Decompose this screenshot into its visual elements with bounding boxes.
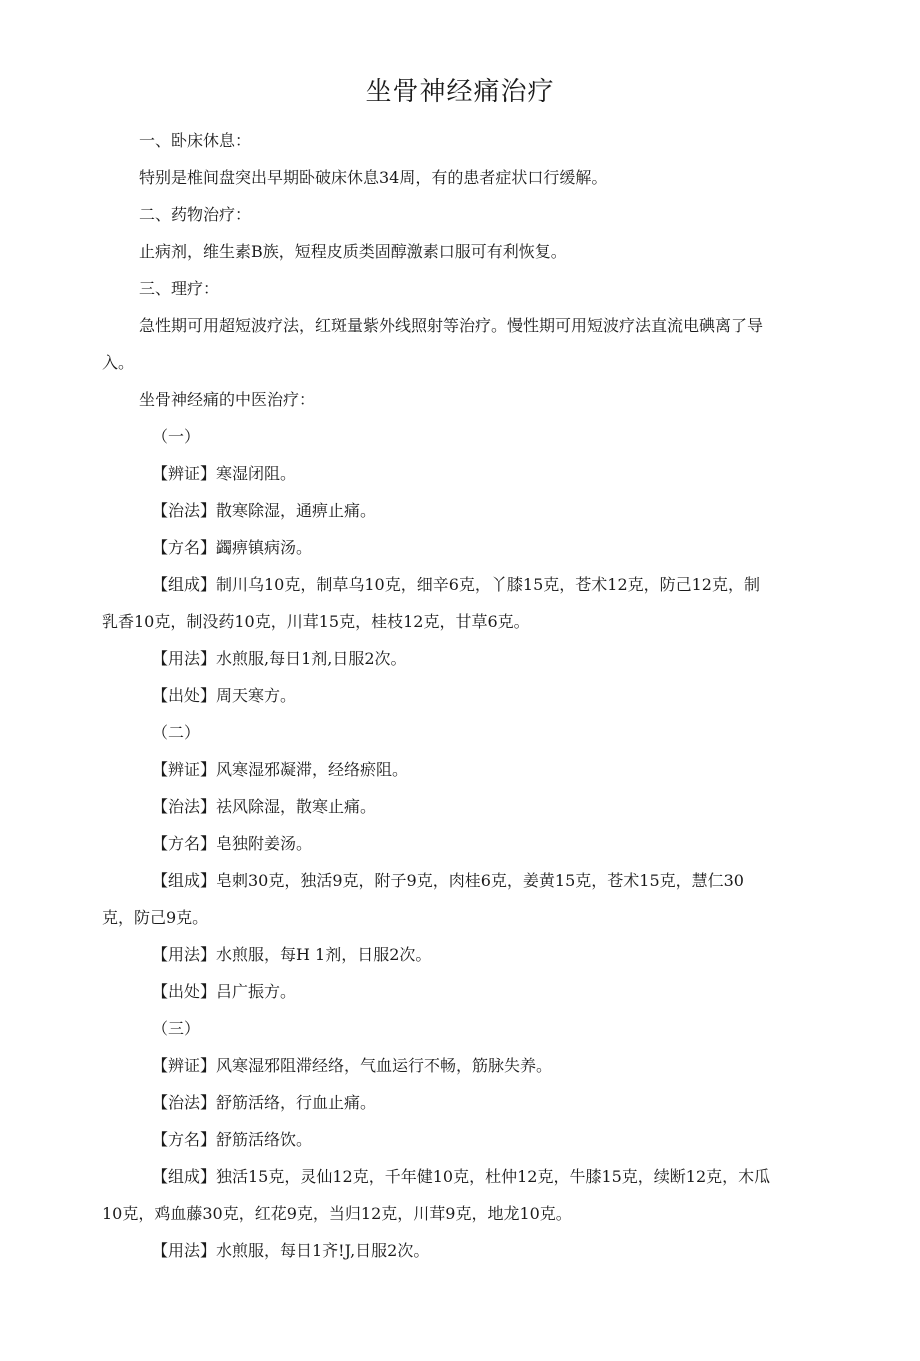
paragraph: 【组成】独活15克，灵仙12克，千年健10克，杜仲12克，牛膝15克，续断12克，木瓜10克，鸡血藤30克，红花9克，当归12克，川茸9克，地龙10克。	[102, 1167, 771, 1223]
paragraph: （三）	[152, 1019, 201, 1038]
paragraph: 【辨证】寒湿闭阻。	[152, 464, 297, 483]
paragraph: 一、卧床休息：	[139, 131, 252, 150]
paragraph: （一）	[152, 427, 201, 446]
paragraph: 【治法】祛风除湿，散寒止痛。	[152, 797, 377, 816]
paragraph: 【辨证】风寒湿邪阻滞经络，气血运行不畅，筋脉失养。	[152, 1056, 553, 1075]
paragraph: 【方名】蠲痹镇病汤。	[152, 538, 313, 557]
paragraph: 【组成】制川乌10克，制草乌10克，细辛6克，丫膝15克，苍术12克，防己12克，制乳香10克，制没药10克，川茸15克，桂枝12克，甘草6克。	[102, 575, 760, 631]
paragraph: 【治法】散寒除湿，通痹止痛。	[152, 501, 377, 520]
paragraph: 【用法】水煎服，每日1齐!J,日服2次。	[152, 1241, 430, 1260]
paragraph: 【用法】水煎服，每H 1剂，日服2次。	[152, 945, 432, 964]
document-title: 坐骨神经痛治疗	[365, 77, 555, 107]
paragraph: 坐骨神经痛的中医治疗：	[139, 390, 316, 409]
paragraph: 止病剂，维生素B族，短程皮质类固醇激素口服可有利恢复。	[139, 242, 567, 261]
paragraph: 二、药物治疗：	[139, 205, 252, 224]
paragraph: 【辨证】风寒湿邪凝滞，经络瘀阻。	[152, 760, 409, 779]
paragraph: 【组成】皂刺30克，独活9克，附子9克，肉桂6克，姜黄15克，苍术15克，慧仁30克，防己9克。	[102, 871, 744, 927]
paragraph: 三、理疗：	[139, 279, 220, 298]
paragraph: 急性期可用超短波疗法，红斑量紫外线照射等治疗。慢性期可用短波疗法直流电碘离了导入。	[102, 316, 764, 372]
paragraph: 【方名】舒筋活络饮。	[152, 1130, 313, 1149]
paragraph: 【用法】水煎服,每日1剂,日服2次。	[152, 649, 407, 668]
paragraph: 【出处】周天寒方。	[152, 686, 297, 705]
paragraph: 特别是椎间盘突出早期卧破床休息34周，有的患者症状口行缓解。	[139, 168, 608, 187]
paragraph: 【方名】皂独附姜汤。	[152, 834, 313, 853]
paragraph: 【治法】舒筋活络，行血止痛。	[152, 1093, 377, 1112]
paragraph: （二）	[152, 723, 201, 742]
paragraph: 【出处】吕广振方。	[152, 982, 297, 1001]
document-body	[102, 122, 772, 1269]
